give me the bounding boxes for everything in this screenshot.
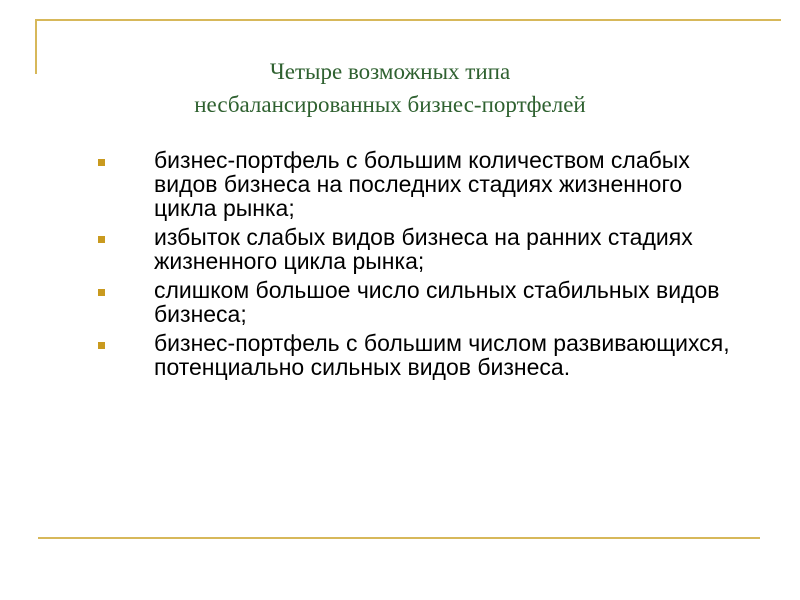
bullet-text-2: избыток слабых видов бизнеса на ранних стадиях жизненного цикла рынка; (154, 224, 693, 274)
left-accent-rule (35, 19, 37, 74)
bullet-text-1: бизнес-портфель с большим количеством слабых видов бизнеса на последних стадиях жизненного цикла рынка; (154, 147, 690, 221)
bullet-item-3 (98, 278, 738, 326)
title-line-2: несбалансированных бизнес-портфелей (194, 92, 586, 117)
square-bullet-icon (98, 289, 105, 296)
square-bullet-icon (98, 159, 105, 166)
title-line-1: Четыре возможных типа (269, 59, 511, 84)
bullet-text-4: бизнес-портфель с большим числом развивающихся, потенциально сильных видов бизнеса. (154, 330, 730, 380)
bullet-list (98, 148, 738, 384)
bullet-item-4 (98, 331, 738, 379)
slide-title (95, 55, 685, 121)
bottom-accent-rule (38, 537, 760, 539)
square-bullet-icon (98, 342, 105, 349)
bullet-item-2 (98, 225, 738, 273)
bullet-text-3: слишком большое число сильных стабильных видов бизнеса; (154, 277, 720, 327)
top-accent-rule (35, 19, 781, 21)
square-bullet-icon (98, 236, 105, 243)
bullet-item-1 (98, 148, 738, 220)
